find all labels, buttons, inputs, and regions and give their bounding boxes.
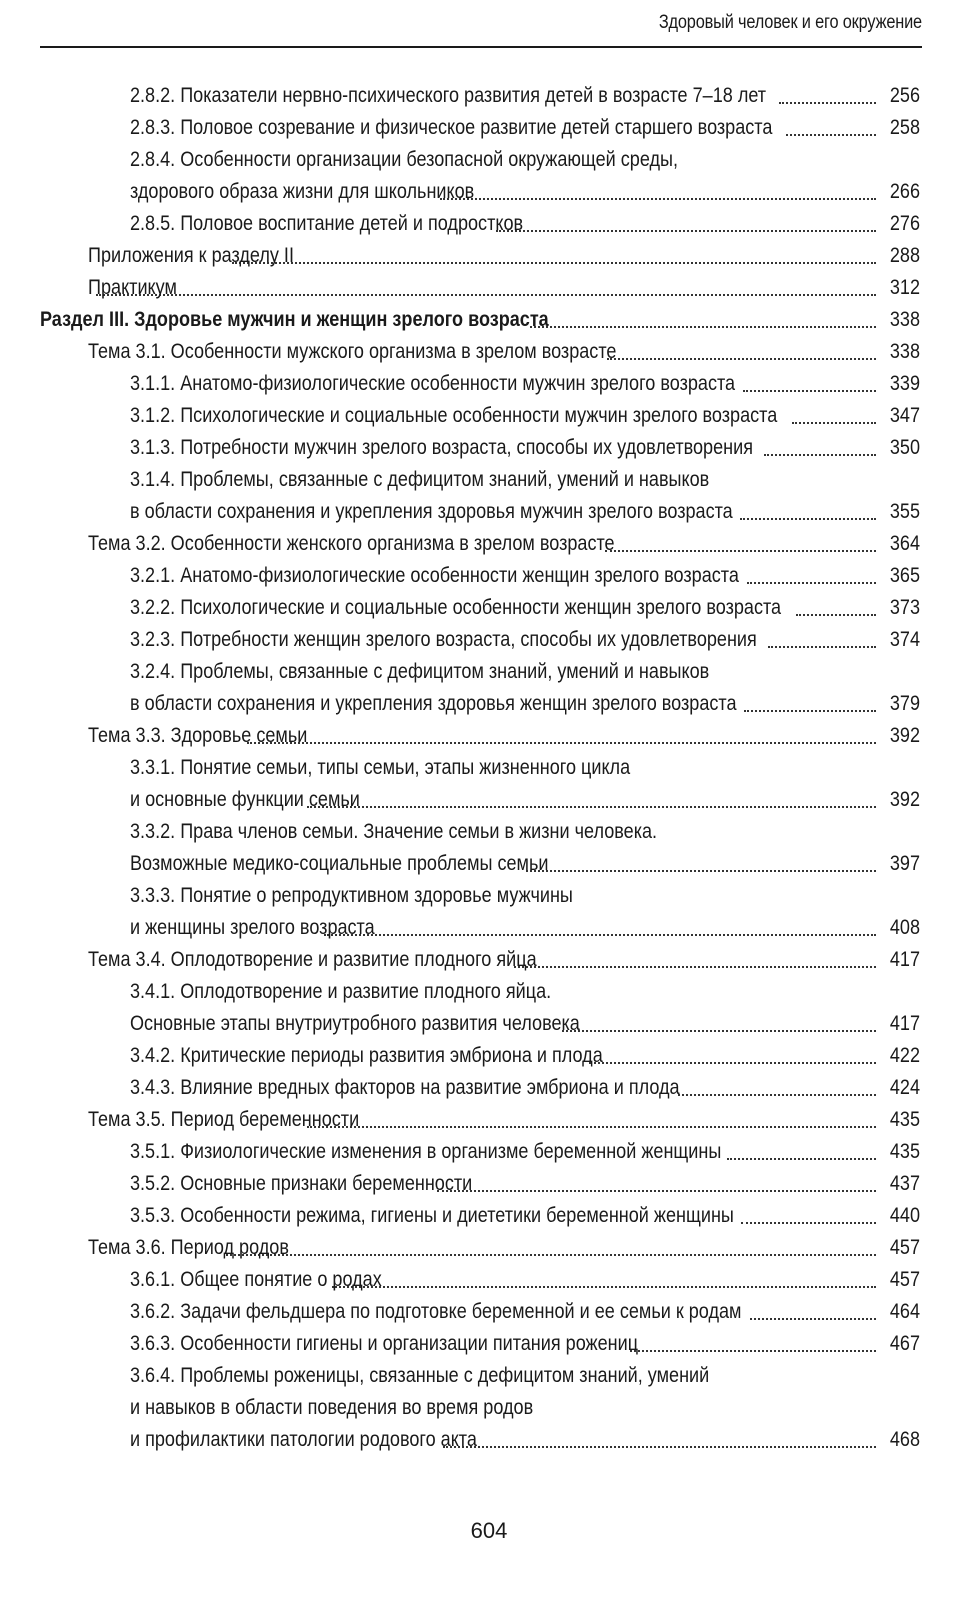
toc-entry-title: 3.2.1. Анатомо-физиологические особенности женщин зрелого возраста [130,564,739,587]
toc-entry [0,880,978,944]
dot-leader [786,134,876,136]
toc-page-number: 467 [889,1332,920,1355]
dot-leader [226,1254,876,1256]
toc-entry-title: 3.3.1. Понятие семьи, типы семьи, этапы жизненного цикла [130,756,631,779]
toc-entry-title: и основные функции семьи [130,788,360,811]
toc-entry [0,1200,978,1232]
toc-line [0,1232,978,1264]
toc-entry [0,592,978,624]
dot-leader [743,390,876,392]
toc-entry-title: 3.4.3. Влияние вредных факторов на развитие эмбриона и плода [130,1076,680,1099]
toc-page-number: 350 [889,436,920,459]
toc-line [0,176,978,208]
toc-entry-title: и навыков в области поведения во время родов [130,1396,534,1419]
dot-leader [779,102,876,104]
toc-entry-title: 2.8.4. Особенности организации безопасной окружающей среды, [130,148,679,171]
page-number: 604 [470,1518,508,1543]
toc-page-number: 256 [889,84,920,107]
toc-entry-title: 3.4.1. Оплодотворение и развитие плодного яйца. [130,980,552,1003]
toc-line [0,1296,978,1328]
toc-page-number: 258 [889,116,920,139]
dot-leader [764,454,876,456]
toc-entry-title: и профилактики патологии родового акта [130,1428,477,1451]
toc-line [0,976,978,1008]
toc-page-number: 422 [889,1044,920,1067]
toc-line [0,592,978,624]
toc-entry-title: Тема 3.5. Период беременности [88,1108,360,1131]
toc-page-number: 355 [889,500,920,523]
toc-entry [0,560,978,592]
running-head: Здоровый человек и его окружение [658,12,922,33]
toc-page-number: 392 [889,724,920,747]
toc-page-number: 392 [889,788,920,811]
dot-leader [740,518,876,520]
toc-page-number: 468 [889,1428,920,1451]
toc-page-number: 424 [889,1076,920,1099]
dot-leader [678,1094,876,1096]
toc-entry-title: 3.6.4. Проблемы роженицы, связанные с дефицитом знаний, умений [130,1364,710,1387]
dot-leader [514,966,876,968]
toc-line [0,1104,978,1136]
toc-entry-title: Основные этапы внутриутробного развития человека [130,1012,580,1035]
toc-page-number: 435 [889,1108,920,1131]
toc-page-number: 379 [889,692,920,715]
toc-page-number: 417 [889,1012,920,1035]
dot-leader [744,710,876,712]
toc-entry-title: Тема 3.1. Особенности мужского организма в зрелом возрасте [88,340,617,363]
toc-entry-title: 3.3.2. Права членов семьи. Значение семьи в жизни человека. [130,820,658,843]
toc-line [0,1040,978,1072]
toc-entry [0,400,978,432]
toc-page-number: 312 [889,276,920,299]
dot-leader [247,742,876,744]
toc-entry [0,464,978,528]
dot-leader [796,614,876,616]
toc-entry [0,944,978,976]
toc-entry [0,208,978,240]
toc-line [0,848,978,880]
toc-entry-title: 2.8.2. Показатели нервно-психического развития детей в возрасте 7–18 лет [130,84,767,107]
dot-leader [630,1350,876,1352]
toc-line [0,272,978,304]
toc-entry-title: Раздел III. Здоровье мужчин и женщин зрелого возраста [40,308,549,331]
toc-line [0,688,978,720]
toc-line [0,400,978,432]
dot-leader [526,870,876,872]
dot-leader [562,1030,876,1032]
dot-leader [605,550,876,552]
toc-entry [0,1264,978,1296]
dot-leader [437,1190,876,1192]
toc-entry-title: 3.1.2. Психологические и социальные особенности мужчин зрелого возраста [130,404,778,427]
toc-entry-title: Приложения к разделу II [88,244,294,267]
toc-page-number: 457 [889,1268,920,1291]
toc-entry [0,304,978,336]
toc-line [0,1360,978,1392]
toc-entry-title: 3.1.4. Проблемы, связанные с дефицитом знаний, умений и навыков [130,468,710,491]
toc-entry [0,432,978,464]
dot-leader [530,326,876,328]
toc-line [0,624,978,656]
dot-leader [727,1158,876,1160]
toc-page-number: 373 [889,596,920,619]
toc-line [0,240,978,272]
toc-entry-title: 3.5.3. Особенности режима, гигиены и диететики беременной женщины [130,1204,734,1227]
toc-line [0,1008,978,1040]
toc-entry [0,752,978,816]
toc-line [0,464,978,496]
toc-entry [0,1136,978,1168]
toc-page-number: 276 [889,212,920,235]
dot-leader [324,934,876,936]
dot-leader [747,582,876,584]
toc-entry-title: 3.6.2. Задачи фельдшера по подготовке беременной и ее семьи к родам [130,1300,742,1323]
toc-entry-title: Возможные медико-социальные проблемы семьи [130,852,549,875]
dot-leader [232,262,876,264]
toc-page-number: 347 [889,404,920,427]
toc-entry [0,720,978,752]
toc-entry-title: 3.2.4. Проблемы, связанные с дефицитом знаний, умений и навыков [130,660,710,683]
dot-leader [440,198,877,200]
toc-page-number: 435 [889,1140,920,1163]
toc-page-number: 437 [889,1172,920,1195]
toc-line [0,144,978,176]
toc-entry-title: 3.2.2. Психологические и социальные особенности женщин зрелого возраста [130,596,782,619]
toc-entry [0,368,978,400]
toc-page-number: 339 [889,372,920,395]
toc-entry-title: 3.6.1. Общее понятие о родах [130,1268,382,1291]
toc-line [0,336,978,368]
toc-line [0,1328,978,1360]
toc-entry-title: Тема 3.2. Особенности женского организма в зрелом возрасте [88,532,615,555]
toc-entry [0,656,978,720]
dot-leader [332,1286,876,1288]
toc-line [0,496,978,528]
toc-page-number: 417 [889,948,920,971]
toc-page-number: 266 [889,180,920,203]
toc-entry [0,816,978,880]
toc-entry [0,1168,978,1200]
toc-page-number: 464 [889,1300,920,1323]
toc-page-number: 408 [889,916,920,939]
toc-entry [0,1296,978,1328]
toc-entry-title: 3.3.3. Понятие о репродуктивном здоровье мужчины [130,884,573,907]
toc-page-number: 365 [889,564,920,587]
toc-entry [0,528,978,560]
toc-page-number: 457 [889,1236,920,1259]
dot-leader [443,1446,876,1448]
toc-line [0,1264,978,1296]
toc-entry-title: в области сохранения и укрепления здоровья женщин зрелого возраста [130,692,737,715]
toc-line [0,432,978,464]
toc-entry-title: 2.8.3. Половое созревание и физическое развитие детей старшего возраста [130,116,773,139]
toc-line [0,112,978,144]
toc-line [0,752,978,784]
dot-leader [589,1062,876,1064]
toc-line [0,1424,978,1456]
toc-line [0,816,978,848]
dot-leader [750,1318,876,1320]
dot-leader [307,1126,876,1128]
toc-entry [0,240,978,272]
toc-entry-title: в области сохранения и укрепления здоровья мужчин зрелого возраста [130,500,733,523]
toc-entry-title: Тема 3.6. Период родов [88,1236,289,1259]
toc-page-number: 397 [889,852,920,875]
toc-entry [0,112,978,144]
toc-page-number: 374 [889,628,920,651]
toc-entry [0,1104,978,1136]
toc-entry-title: 3.1.1. Анатомо-физиологические особенности мужчин зрелого возраста [130,372,736,395]
toc-line [0,880,978,912]
dot-leader [496,230,876,232]
toc-line [0,784,978,816]
toc-line [0,1072,978,1104]
toc-entry-title: 2.8.5. Половое воспитание детей и подростков [130,212,524,235]
toc-line [0,368,978,400]
toc-line [0,1200,978,1232]
toc-page-number: 338 [889,340,920,363]
toc-entry-title: Тема 3.4. Оплодотворение и развитие плодного яйца [88,948,537,971]
toc-entry [0,1232,978,1264]
toc-line [0,1168,978,1200]
toc-entry [0,272,978,304]
toc-line [0,1392,978,1424]
dot-leader [741,1222,876,1224]
toc-entry-title: 3.5.1. Физиологические изменения в организме беременной женщины [130,1140,722,1163]
toc-entry-title: 3.2.3. Потребности женщин зрелого возраста, способы их удовлетворения [130,628,757,651]
dot-leader [768,646,876,648]
table-of-contents [0,80,978,1456]
toc-entry-title: Тема 3.3. Здоровье семьи [88,724,308,747]
toc-entry [0,976,978,1040]
toc-line [0,1136,978,1168]
toc-line [0,560,978,592]
toc-entry-title: 3.1.3. Потребности мужчин зрелого возраста, способы их удовлетворения [130,436,753,459]
toc-line [0,944,978,976]
toc-line [0,304,978,336]
toc-entry [0,336,978,368]
dot-leader [307,806,876,808]
header-rule [40,46,922,48]
dot-leader [607,358,876,360]
toc-entry-title: 3.4.2. Критические периоды развития эмбриона и плода [130,1044,603,1067]
toc-entry [0,1040,978,1072]
toc-entry [0,1360,978,1456]
toc-entry-title: и женщины зрелого возраста [130,916,375,939]
toc-entry [0,144,978,208]
toc-line [0,208,978,240]
toc-line [0,912,978,944]
toc-entry [0,1328,978,1360]
toc-page-number: 338 [889,308,920,331]
toc-line [0,80,978,112]
toc-entry-title: 3.5.2. Основные признаки беременности [130,1172,473,1195]
toc-entry-title: 3.6.3. Особенности гигиены и организации питания рожениц [130,1332,639,1355]
toc-line [0,528,978,560]
dot-leader [96,294,876,296]
toc-page-number: 288 [889,244,920,267]
toc-entry-title: здорового образа жизни для школьников [130,180,475,203]
toc-entry [0,80,978,112]
toc-entry [0,1072,978,1104]
toc-page-number: 440 [889,1204,920,1227]
toc-entry-title: Практикум [88,276,177,299]
dot-leader [792,422,876,424]
toc-page-number: 364 [889,532,920,555]
toc-line [0,720,978,752]
toc-entry [0,624,978,656]
toc-line [0,656,978,688]
